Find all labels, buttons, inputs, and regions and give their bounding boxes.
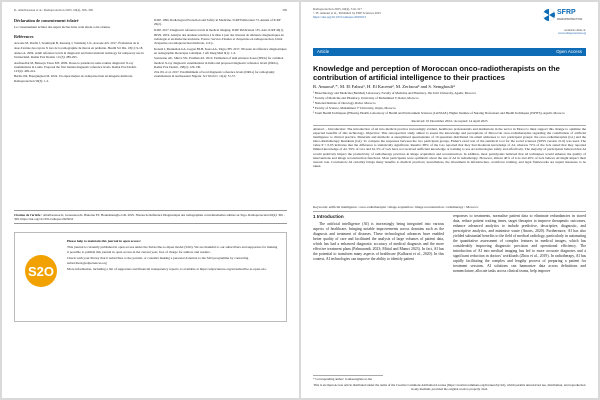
- subscribe-paragraph-2: Check with your library that it subscribes to the journal, or consider making a personal donation to the S2O programme by contacting subscribers@edpsciences.org: [67, 256, 249, 265]
- intro-column-right: [453, 214, 586, 374]
- references-title: Références: [14, 34, 34, 40]
- intro-text-right: responses to treatments, normalise patient data to eliminate redundancies in stored data, reduce patient waiting times, target therapies to improve therapeutic outcomes, enhance advanced analytics to include predictive, descriptive, diagnostic, and prescriptive analytics, and minimise waste (Anons, 2020). Furthermore, AI has also yielded substantial benefits to the field of medical radiology, particularly in automating the quantitative assessment of complex features in medical images, which has considerably improving diagnostic precision and operational efficiency. The introduction of AI into medical imaging has led to more accurate diagnoses and a significant reduction in doctors' workloads (Zhou et al., 2019). In radiotherapy, AI has rapidly facilitating the complex and lengthy process of preparing a patient for treatment sessions. AI solutions can harmonize data across definitions and nomenclature, allocate tasks across clinical teams, help improve: [453, 214, 586, 273]
- reference-item: IRSN. 2019. Analyse des données relatives à la mise à jour des niveaux de référence diagnostiques en radiologie et en médecine nucléaire. France: Service d'études et d'expertise en radioprotection, Unité d'expertise en radioprotection médicale, 110 p.: [154, 32, 284, 46]
- citation-label: Citation de l'article :: [14, 213, 43, 217]
- affiliation-item: ³ National Institute of Oncology, Rabat, Morocco: [313, 101, 376, 106]
- open-access-badge: Open Access: [556, 49, 582, 54]
- reference-item: Aswone M, Dasfia J, Soumayah B, Kessang J, Tomdeng I, K, Aswone AN. 2017. Évaluation de la dose d'entrée des rayons X lors de la radiographie du thorax en pédiatrie. Health Sci Dis. 18(1): 9-18.: [14, 41, 144, 50]
- keywords: Keywords: artificial intelligence / onco-radiotherapist / image acquisition / image reconstruction / radiotherapy / Morocco: [313, 205, 479, 209]
- intro-heading: 1 Introduction: [313, 214, 344, 219]
- journal-line: Radioprotection 2025, 60(4), 310–317: [313, 7, 362, 11]
- reference-item: ICRP. 2017. Diagnostic reference levels in medical imaging. ICRP Publication 135. Ann. ICRP 46(1).: [154, 27, 284, 32]
- reference-item: Zira JD, et al. 2017. Establishment of local diagnostic reference levels (DRLs) for radiography examinations in northeastern Nigeria. Sci World J. 12(4): 51-57.: [154, 70, 275, 79]
- subscribe-paragraph-1: This journal is currently published in open access under the Subscribe-to-Open model (S2O). We are thankful to our subscribers and supporters for making it possible to publish this journal in open access in the current year, free of charge for authors and readers.: [67, 245, 278, 254]
- affiliation-item: ¹ Biotechnology and Medicine (BioMed) Laboratory, Faculty of Medicine and Pharmacy, Ibn Zohr University, Agadir, Morocco: [313, 91, 477, 95]
- copyright-line: © B. Amaoui et al., Published by EDP Sciences 2025: [313, 11, 381, 15]
- affiliations-list: [313, 92, 586, 117]
- intro-column-left: [313, 214, 444, 374]
- reference-item: Konaté I, Monnehan GA, Gogon BLH, Koua AA, Talgro PH. 2017. Niveaux de référence diagnostiques en radiographie thoracique à Abidjan. J Afr Imag Méd 9(1): 1-6.: [154, 46, 287, 55]
- intro-text-left: The artificial intelligence (AI) is increasingly being integrated into various aspects of healthcare, bringing notable improvements across domains such as the diagnosis and treatment of diseases. These technological advances have enabled better quality of care and facilitated the analysis of large volumes of patient data, which has had a enhanced diagnostic accuracy of medical diagnosis and the more effective treatment plans (Palmarandi, 2023; Mitial and Mamri 2023). In fact, AI has the potential to transform many aspects of healthcare (Kulkarni et al., 2020). In this context, AI technologies can improve the ability to identify patient: [313, 222, 444, 261]
- reference-item: Asafiouchal M, Balsseyo Tassa MT. 2009. Doses to patients in some routine diagnostic X-ray examinations in Lome. Proposal the first Iranian diagnostic reference levels. Radiat Prot Dosim. 123(4): 409-414.: [14, 60, 137, 73]
- right-page: [301, 2, 598, 398]
- reference-item: Sonawane AU, Shirva VK, Pradhan AS. 2010. Estimation of skin entrance doses (SEDs) for common medical X-ray diagnostic examinations in India and proposed diagnostic reference levels (DRLs). Radiat Prot Dosim. 138(2): 129-136.: [154, 56, 284, 69]
- journal-logo-subtitle: RADIOPROTECTION: [557, 18, 583, 21]
- declaration-title: Déclaration de consentement éclairé: [14, 18, 79, 23]
- citation-text: Allaribeassou K, Gonoussou K, Bakorna ET, Houndenougbo GD. 2025. Niveau de Référence Diagnostique des radiographies conventionnelles adultes au Togo. Radioprotection 60(4): 306 - 309. https://doi.org/10.1051/radiopro/2025010: [14, 213, 285, 222]
- license-footer: This is an Open Access article distributed under the terms of the Creative Commons Attribution License (https://creativecommons.org/licenses/by/4.0), which permits unrestricted use, distribution, and reproduction in any medium, provided the original work is properly cited.: [313, 383, 586, 392]
- affiliation-item: ² Faculty of Medicine and Pharmacy, University of Mohammed V, Rabat, Morocco: [313, 96, 419, 101]
- reference-item: Annoa A. 2004. Adult reference levels in diagnostic and interventional radiology for temporary use in Switzerland. Radiat Prot Dosim. 111(3): 289-295.: [14, 51, 144, 60]
- abstract-divider-top: [313, 125, 586, 126]
- page-number: 309: [282, 8, 287, 12]
- right-column: [154, 18, 287, 208]
- left-page: [2, 2, 299, 398]
- availability: [558, 29, 586, 36]
- subscribe-title: Please help to maintain this journal in open access!: [67, 239, 141, 243]
- doi-link[interactable]: https://doi.org/10.1051/radiopro/2025013: [313, 15, 366, 19]
- author-list: B. Amaoui¹,*, M. El Fahssi¹, H. El Kacemi², M. Zerfaoui³ and S. Semghouli⁴: [313, 84, 455, 89]
- references-list-left: [14, 41, 144, 82]
- article-type-bar: [313, 48, 586, 56]
- reference-item: ICRP. 1996. Radiological Protection and Safety in Medicine. ICRP Publication 73. Annals of ICRP 26(2).: [154, 18, 281, 27]
- journal-info: [313, 7, 381, 19]
- abstract-divider-bottom: [313, 211, 586, 212]
- article-type: Article: [317, 49, 330, 54]
- available-label: Available online at:: [564, 29, 586, 32]
- subscribe-paragraph-3: More information, including a list of supporters and financial transparency reports, is available at https://edpsciences.org/en/subscribe-to-open-s2o.: [67, 267, 267, 272]
- running-header: K. Allaribeassou et al.: Radioprotection 2025, 60(4), 306–309: [14, 8, 93, 12]
- affiliation-item: ⁵ Team Health Techniques (HTeam), Health, Laboratory of Health and Environment Sciences (LabSSAE), Higher Institute of Nursing Professions and Health Techniques (ISPITS), Agadir, Morocco: [313, 111, 565, 116]
- s2o-logo: S2O: [25, 255, 57, 287]
- left-column: [14, 18, 144, 208]
- article-title: Knowledge and perception of Moroccan onco-radiotherapists on the contribution of artificial intelligence to their practices: [313, 64, 560, 82]
- journal-logo: [542, 7, 582, 26]
- corresponding-author: * Corresponding author: b.amaoui@uiz.ac.ma: [313, 375, 383, 381]
- received-dates: Received: 10 December 2024 / Accepted: 14 April 2025: [411, 119, 488, 123]
- references-list-right: [154, 18, 287, 79]
- declaration-text: Le consentement éclairé des sujets inclus dans cette étude a été obtenu.: [14, 25, 111, 29]
- journal-logo-text: SFRP: [557, 9, 576, 16]
- affiliation-item: ⁴ Faculty of Science, Mohammed 1ˢᵗ University, Oujda, Morocco: [313, 106, 396, 111]
- citation-box: [14, 210, 287, 224]
- subscribe-box: [14, 232, 287, 322]
- reference-item: Berths JM, Bourguignon M. 2024. Un enjeu majeur de radioprotection en imagerie médicale. Radioprotection 59(3): 1-2.: [14, 74, 133, 83]
- abstract: Abstract – Introduction: The introduction of AI into medical practice increasingly evident, healthcare professionals and institutions in the sector in Morocco must support this change to optimise the expected benefits of this technology. Objective: This retrospective study aimed to assess the knowledge and perceptions of Moroccan onco-radiotherapists regarding the contribution of artificial intelligence to clinical practice. Materials and methods: A anonymised questionnaire of 19 questions distributed via email addresses to two participant groups: the onco-radiotherapists (G1) and the Onco-Radiotherapy Residents (G2). To compare the responses between the two participant groups, Fisher's exact test of the statistical tool for the social sciences (SPSS version 21.0) was used. The value P < 0.05 indicates that the difference is statistically significant. Results: 68% of the G1s reported that they had moderate knowledge of AI, whereas 72% of the G2s stated that they reported limited knowledge of AI. 59% of G1s and 61.3% of G2s have not received sufficient knowledge or training to use AI technologies safely and effectively. The majority of participants believed that AI would positively impact the productivity of radiotherapy practices in image acquisition and reconstruction. In addition, most participants believed that AI techniques would enhance the quality of interventions and image reconstruction functions. Most participants were optimistic about the use of AI in radiotherapy. However, almost 40% of G1s and 40% of G2s believe AI might impact their current role. Conclusion: AI certainly brings many benefits to medical practices; nevertheless, the investment in infrastructure, workforce training, and legal frameworks are urgent measures to be taken.: [313, 127, 586, 168]
- subscribe-content: [67, 239, 278, 271]
- journal-url[interactable]: www.radioprotection.org: [557, 32, 586, 36]
